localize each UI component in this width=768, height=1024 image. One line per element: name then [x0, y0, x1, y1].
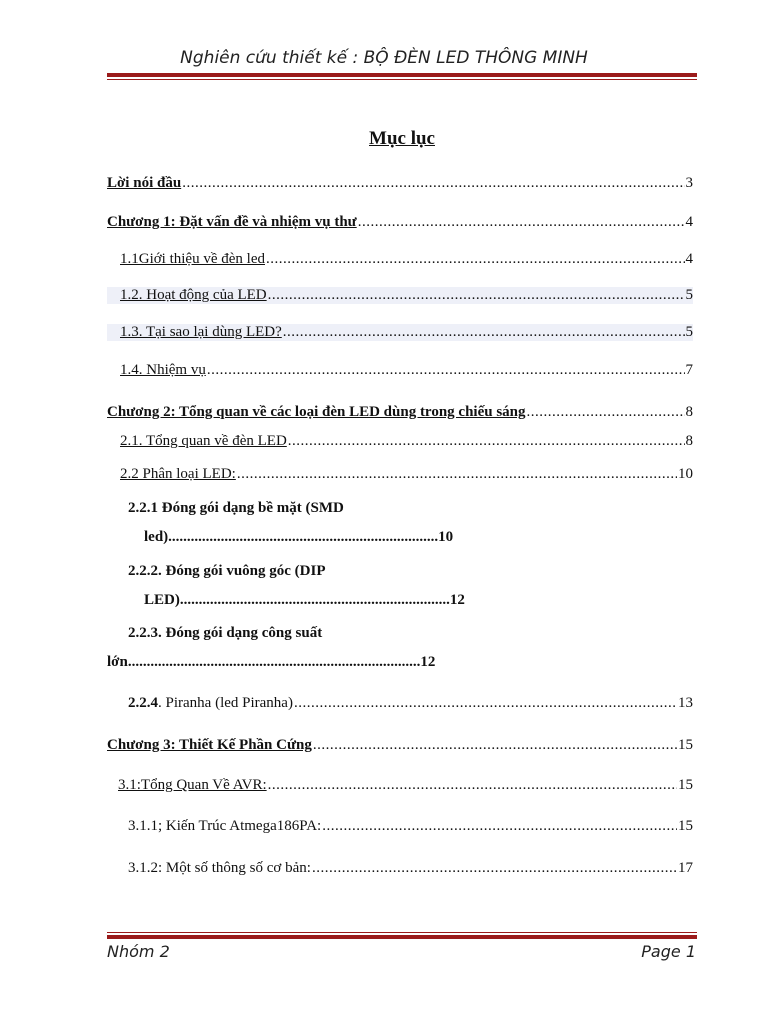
footer-rule-thick [107, 935, 697, 939]
toc-entry[interactable] [118, 777, 693, 794]
toc-entry-label[interactable]: 2.2.1 Đóng gói dạng bề mặt (SMD [128, 500, 344, 516]
toc-entry-label[interactable]: 2.2.3. Đóng gói dạng công suất [128, 625, 323, 641]
toc-entry-continuation[interactable] [144, 529, 453, 546]
toc-entry-label: 1.3. Tại sao lại dùng LED? [120, 324, 282, 340]
toc-entry-page: 17 [678, 860, 693, 876]
toc-entry-label: 3.1.2: Một số thông số cơ bản: [128, 860, 311, 876]
footer-page-number: Page 1 [641, 942, 696, 961]
toc-entry-label: 1.4. Nhiệm vụ [120, 362, 206, 378]
toc-entry[interactable] [120, 466, 693, 483]
toc-entry[interactable] [107, 287, 693, 304]
toc-entry-page: 15 [678, 818, 693, 834]
toc-entry-page: 12 [449, 592, 465, 608]
toc-entry-label: 2.2 Phân loại LED: [120, 466, 236, 482]
toc-entry-label: 1.1Giới thiệu về đèn led [120, 251, 265, 267]
toc-leader [283, 324, 685, 341]
toc-entry-page: 7 [685, 362, 693, 378]
toc-leader [313, 737, 677, 754]
toc-leader [207, 362, 685, 379]
toc-leader [268, 287, 685, 304]
toc-leader [288, 433, 685, 450]
toc-entry-page: 3 [685, 175, 693, 191]
toc-entry-label: 3.1.1; Kiến Trúc Atmega186PA: [128, 818, 322, 834]
toc-entry[interactable] [128, 695, 693, 712]
toc-entry-page: 15 [678, 737, 693, 753]
toc-entry[interactable] [107, 324, 693, 341]
toc-entry-page: 4 [685, 251, 693, 267]
toc-entry[interactable] [120, 433, 693, 450]
toc-leader [312, 860, 677, 877]
toc-leader [237, 466, 677, 483]
toc-leader [358, 214, 685, 231]
header-rule-thick [107, 73, 697, 77]
toc-entry-page: 13 [678, 695, 693, 711]
toc-entry-label: 2.1. Tổng quan về đèn LED [120, 433, 287, 449]
toc-entry-page: 12 [420, 654, 436, 670]
toc-entry[interactable] [107, 404, 693, 421]
toc-entry-leader-text: lớn.............................................................................. [107, 654, 421, 670]
toc-entry-leader-text: LED)........................................................................ [144, 592, 450, 608]
toc-entry-leader-text: led)........................................................................ [144, 529, 439, 545]
running-header: Nghiên cứu thiết kế : BỘ ĐÈN LED THÔNG MINH [180, 48, 588, 68]
toc-entry[interactable] [128, 860, 693, 877]
toc-entry-page: 8 [685, 404, 693, 420]
toc-entry-label: Chương 3: Thiết Kế Phần Cứng [107, 737, 312, 753]
toc-leader [294, 695, 677, 712]
toc-entry-label[interactable]: 2.2.2. Đóng gói vuông góc (DIP [128, 563, 326, 579]
header-rule-thin [107, 79, 697, 80]
footer-rule-thin [107, 932, 697, 933]
toc-leader [322, 818, 677, 835]
toc-heading: Mục lục [369, 128, 435, 149]
toc-entry-page: 5 [685, 324, 693, 340]
toc-entry-label: Lời nói đầu [107, 175, 182, 191]
toc-entry-page: 10 [438, 529, 454, 545]
toc-entry-page: 8 [685, 433, 693, 449]
toc-entry-number: 2.2.4 [128, 695, 158, 711]
toc-entry-label: Chương 1: Đặt vấn đề và nhiệm vụ thư [107, 214, 357, 230]
toc-leader [182, 175, 684, 192]
toc-entry[interactable] [128, 818, 693, 835]
toc-entry-label: 1.2. Hoạt động của LED [120, 287, 267, 303]
toc-leader [527, 404, 685, 421]
toc-entry[interactable] [107, 175, 693, 192]
toc-entry-continuation[interactable] [107, 654, 435, 671]
toc-leader [266, 251, 685, 268]
footer-group: Nhóm 2 [107, 942, 170, 961]
toc-entry-page: 10 [678, 466, 693, 482]
toc-entry-page: 5 [685, 287, 693, 303]
toc-entry[interactable] [120, 251, 693, 268]
toc-entry[interactable] [120, 362, 693, 379]
toc-entry-page: 15 [678, 777, 693, 793]
toc-entry-label: Chương 2: Tổng quan về các loại đèn LED dùng trong chiếu sáng [107, 404, 526, 420]
toc-entry-label: . Piranha (led Piranha) [158, 695, 293, 711]
toc-leader [268, 777, 677, 794]
toc-entry-continuation[interactable] [144, 592, 465, 609]
toc-entry-label: 3.1:Tổng Quan Về AVR: [118, 777, 267, 793]
toc-entry-page: 4 [685, 214, 693, 230]
toc-entry[interactable] [107, 737, 693, 754]
toc-entry[interactable] [107, 214, 693, 231]
